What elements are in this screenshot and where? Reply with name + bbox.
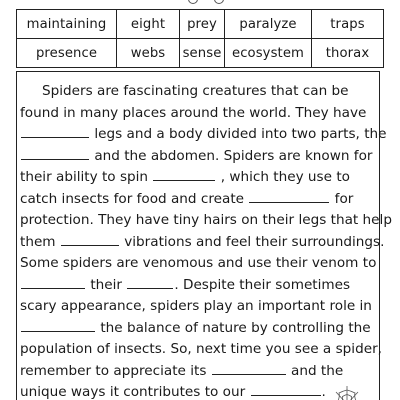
- heading-glyph-fragment: [214, 0, 224, 4]
- word-bank-row: [17, 10, 384, 39]
- passage-line: [20, 81, 376, 103]
- passage-text-segment: their ability to spin: [20, 169, 153, 185]
- passage-line: [20, 253, 376, 275]
- passage-line: [20, 318, 376, 340]
- passage-line: [20, 124, 387, 146]
- spider-web-icon: [334, 384, 360, 400]
- fill-in-blank[interactable]: [251, 382, 321, 396]
- passage-line: [20, 275, 376, 297]
- passage-text-segment: , which they use to: [216, 169, 350, 185]
- passage-line: [20, 382, 376, 400]
- passage-line: [20, 167, 376, 189]
- word-bank-cell: thorax: [312, 39, 384, 68]
- passage-line: [20, 189, 376, 211]
- passage-text-segment: unique ways it contributes to our: [20, 384, 250, 400]
- fill-in-blank[interactable]: [249, 189, 329, 203]
- passage-text-segment: scary appearance, spiders play an important role in: [20, 298, 372, 314]
- passage-line: [20, 232, 385, 254]
- fill-in-blank[interactable]: [21, 275, 85, 289]
- passage-line: [20, 296, 376, 318]
- passage-text-segment: for: [330, 190, 354, 207]
- word-bank-cell: presence: [17, 39, 117, 68]
- word-bank-cell: traps: [312, 10, 384, 39]
- word-bank-cell: paralyze: [225, 10, 312, 39]
- fill-in-blank[interactable]: [21, 124, 89, 138]
- passage-text-segment: population of insects. So, next time you see a spider,: [20, 341, 382, 357]
- passage-text-segment: them: [20, 233, 60, 250]
- passage-text-segment: legs and a body divided into two parts, the: [90, 126, 387, 142]
- fill-in-blank[interactable]: [21, 318, 95, 332]
- passage-text-segment: and the: [286, 362, 344, 379]
- word-bank-table: [16, 9, 384, 68]
- passage-text-segment: remember to appreciate its: [20, 362, 211, 379]
- passage-text-segment: protection. They have tiny hairs on their legs that help: [20, 212, 392, 228]
- passage-text-segment: and the abdomen. Spiders are known for: [90, 147, 373, 164]
- passage-line: [20, 103, 376, 125]
- passage-text-segment: their: [86, 276, 127, 293]
- fill-in-blank[interactable]: [127, 275, 173, 289]
- word-bank-cell: webs: [117, 39, 180, 68]
- fill-in-blank[interactable]: [212, 361, 286, 375]
- word-bank-cell: eight: [117, 10, 180, 39]
- passage-text: [20, 81, 392, 400]
- passage-line: [20, 210, 392, 232]
- fill-in-blank[interactable]: [61, 232, 119, 246]
- word-bank-cell: sense: [180, 39, 225, 68]
- word-bank-cell: maintaining: [17, 10, 117, 39]
- passage-text-segment: vibrations and feel their surroundings.: [119, 233, 385, 250]
- passage-text-segment: . Despite their sometimes: [174, 276, 351, 293]
- passage-text-segment: catch insects for food and create: [20, 190, 249, 207]
- passage-text-segment: .: [321, 384, 326, 400]
- fill-in-blank[interactable]: [153, 167, 215, 181]
- word-bank-cell: ecosystem: [225, 39, 312, 68]
- passage-text-segment: the balance of nature by controlling the: [96, 319, 371, 336]
- passage-line: [20, 339, 382, 361]
- passage-line: [20, 146, 376, 168]
- passage-text-segment: found in many places around the world. They have: [20, 104, 367, 121]
- passage-line: [20, 361, 376, 383]
- word-bank-row: [17, 39, 384, 68]
- passage-text-segment: Some spiders are venomous and use their venom to: [20, 255, 377, 271]
- word-bank-cell: prey: [180, 10, 225, 39]
- heading-glyph-fragment: [188, 0, 198, 4]
- fill-in-blank[interactable]: [21, 146, 89, 160]
- passage-text-segment: Spiders are fascinating creatures that can be: [42, 83, 349, 99]
